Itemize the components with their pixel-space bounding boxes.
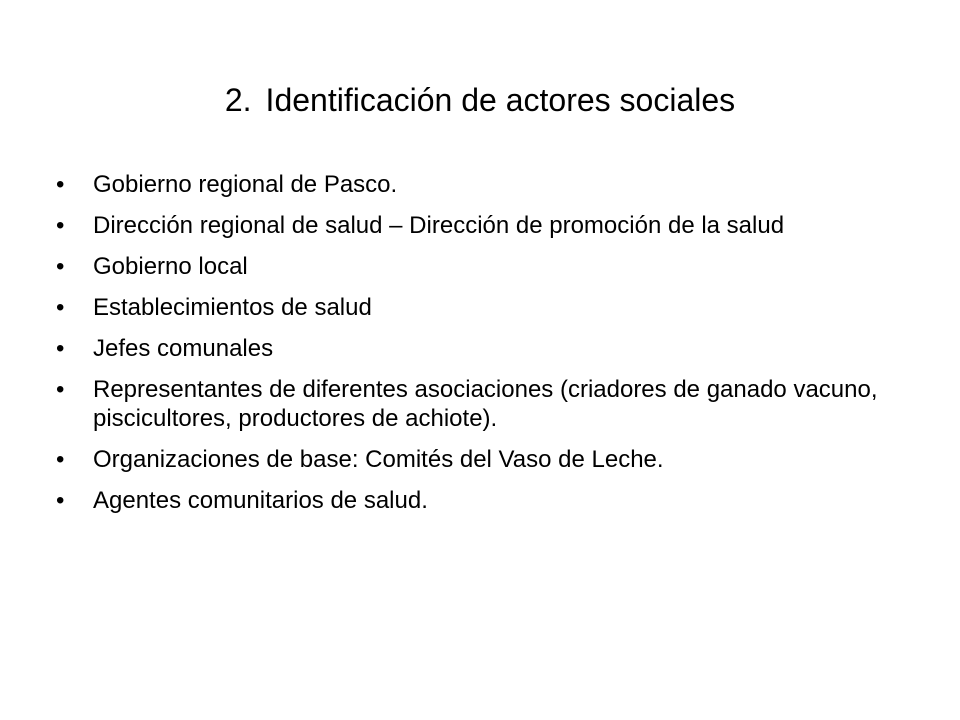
list-item-text: Dirección regional de salud – Dirección de promoción de la salud	[93, 212, 785, 239]
list-item	[56, 211, 906, 240]
list-item	[56, 293, 906, 322]
bullet-icon: •	[56, 376, 65, 403]
bullet-list	[56, 170, 906, 527]
bullet-icon: •	[56, 294, 65, 321]
list-item-text: Gobierno local	[93, 253, 248, 280]
list-item	[56, 252, 906, 281]
list-item	[56, 486, 906, 515]
list-item	[56, 170, 906, 199]
bullet-icon: •	[56, 212, 65, 239]
bullet-icon: •	[56, 253, 65, 280]
title-number: 2.	[224, 82, 252, 118]
list-item	[56, 375, 906, 433]
list-item-text: Jefes comunales	[93, 335, 274, 362]
bullet-icon: •	[56, 487, 65, 514]
list-item-text: Agentes comunitarios de salud.	[93, 487, 428, 514]
slide-title	[0, 78, 960, 122]
list-item	[56, 445, 906, 474]
bullet-icon: •	[56, 171, 65, 198]
list-item	[56, 334, 906, 363]
list-item-text: Gobierno regional de Pasco.	[93, 171, 398, 198]
title-text: Identificación de actores sociales	[265, 82, 736, 118]
bullet-icon: •	[56, 446, 65, 473]
bullet-icon: •	[56, 335, 65, 362]
list-item-text: Organizaciones de base: Comités del Vaso de Leche.	[93, 446, 664, 473]
list-item-text: Representantes de diferentes asociaciones (criadores de ganado vacuno, piscicultores, productores de achiote).	[93, 376, 878, 432]
list-item-text: Establecimientos de salud	[93, 294, 372, 321]
